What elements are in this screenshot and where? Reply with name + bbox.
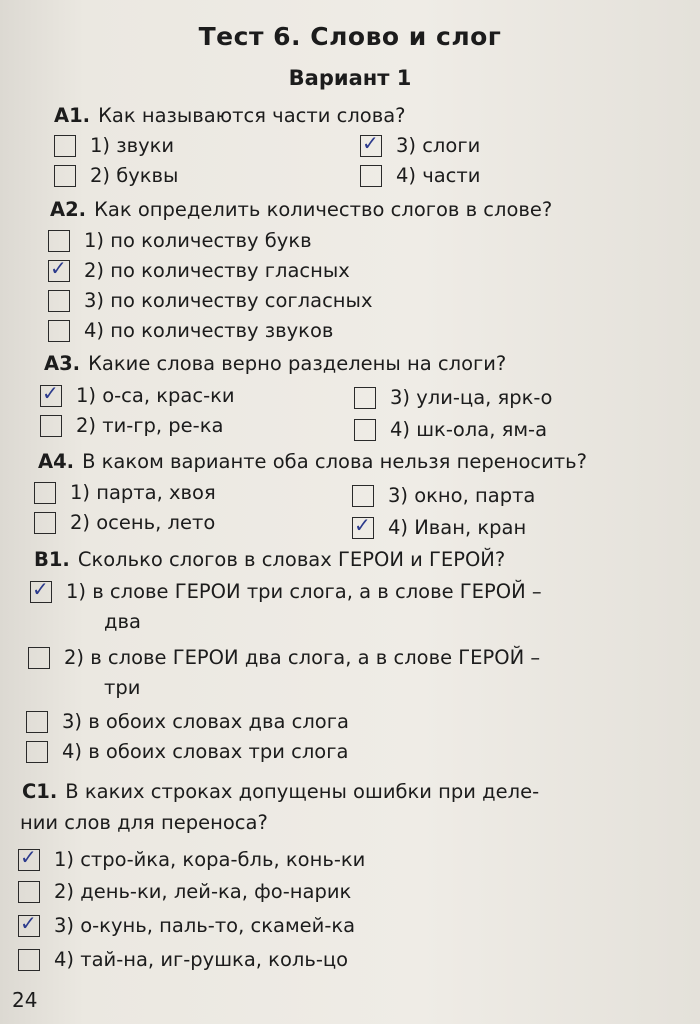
answer-text: 2) день-ки, лей-ка, фо-нарик	[54, 880, 352, 903]
answer-option	[18, 844, 366, 871]
answer-checkbox[interactable]	[40, 415, 62, 437]
answer-option	[40, 380, 235, 407]
answer-text: 2) по количеству гласных	[84, 259, 350, 282]
question-text: Какие слова верно разделены на слоги?	[88, 352, 507, 375]
answer-text: 1) парта, хвоя	[70, 481, 216, 504]
answer-text: 3) ули-ца, ярк-о	[390, 386, 553, 409]
variant-heading: Вариант 1	[288, 66, 412, 90]
answer-option	[48, 289, 372, 312]
answer-text: 4) в обоих словах три слога	[62, 740, 349, 763]
answer-text: 4) тай-на, иг-рушка, коль-цо	[54, 948, 349, 971]
answer-text: 1) о-са, крас-ки	[76, 384, 235, 407]
answer-checkbox-checked[interactable]	[48, 255, 70, 282]
answer-option	[30, 576, 542, 603]
question-number: А1.	[54, 104, 91, 127]
question-number: В1.	[34, 548, 70, 571]
answer-text: 2) осень, лето	[70, 511, 216, 534]
answer-checkbox-checked[interactable]	[18, 844, 40, 871]
answer-option	[26, 710, 349, 733]
answer-option	[48, 229, 312, 252]
answer-text: 3) слоги	[396, 134, 481, 157]
answer-text: 4) части	[396, 164, 481, 187]
answer-option	[352, 512, 527, 539]
answer-text-continuation: три	[104, 676, 141, 699]
answer-checkbox[interactable]	[354, 387, 376, 409]
answer-text: 4) Иван, кран	[388, 516, 527, 539]
answer-option	[354, 386, 552, 409]
answer-text: 4) шк-ола, ям-а	[390, 418, 548, 441]
answer-checkbox[interactable]	[18, 881, 40, 903]
page-number: 24	[12, 988, 38, 1012]
answer-text: 3) по количеству согласных	[84, 289, 373, 312]
answer-checkbox[interactable]	[26, 711, 48, 733]
page-title: Тест 6. Слово и слог	[198, 22, 502, 51]
answer-checkbox-checked[interactable]	[18, 910, 40, 937]
question-a1	[54, 104, 406, 127]
answer-text: 1) в слове ГЕРОИ три слога, а в слове ГЕРОЙ –	[66, 580, 542, 603]
answer-checkbox[interactable]	[48, 290, 70, 312]
question-text-continuation: нии слов для переноса?	[20, 811, 268, 834]
answer-checkbox[interactable]	[352, 485, 374, 507]
answer-option	[48, 255, 350, 282]
check-mark-icon: ✓	[42, 380, 59, 405]
check-mark-icon: ✓	[20, 910, 37, 935]
answer-checkbox[interactable]	[354, 419, 376, 441]
answer-text: 1) звуки	[90, 134, 175, 157]
answer-text: 3) в обоих словах два слога	[62, 710, 349, 733]
check-mark-icon: ✓	[20, 844, 37, 869]
check-mark-icon: ✓	[50, 255, 67, 280]
answer-option	[18, 910, 356, 937]
answer-option	[28, 646, 540, 669]
answer-option	[360, 164, 480, 187]
answer-checkbox[interactable]	[360, 165, 382, 187]
answer-option	[54, 164, 178, 187]
answer-checkbox-checked[interactable]	[352, 512, 374, 539]
answer-checkbox[interactable]	[18, 949, 40, 971]
answer-text: 1) по количеству букв	[84, 229, 312, 252]
question-a3	[44, 352, 506, 375]
answer-text: 1) стро-йка, кора-бль, конь-ки	[54, 848, 366, 871]
answer-option	[18, 880, 351, 903]
question-number: А4.	[38, 450, 75, 473]
answer-checkbox-checked[interactable]	[40, 380, 62, 407]
check-mark-icon: ✓	[362, 130, 379, 155]
answer-option	[40, 414, 223, 437]
answer-checkbox[interactable]	[34, 512, 56, 534]
check-mark-icon: ✓	[32, 576, 49, 601]
answer-option	[48, 319, 333, 342]
answer-checkbox[interactable]	[54, 135, 76, 157]
question-number: А3.	[44, 352, 81, 375]
question-text: В каких строках допущены ошибки при деле-	[65, 780, 540, 803]
question-number: А2.	[50, 198, 87, 221]
answer-checkbox[interactable]	[26, 741, 48, 763]
answer-text: 2) ти-гр, ре-ка	[76, 414, 224, 437]
answer-option	[360, 130, 481, 157]
answer-text: 2) буквы	[90, 164, 179, 187]
answer-text-continuation: два	[104, 610, 141, 633]
question-a4	[38, 450, 587, 473]
question-text: Как определить количество слогов в слове?	[94, 198, 553, 221]
answer-text: 3) о-кунь, паль-то, скамей-ка	[54, 914, 356, 937]
answer-checkbox[interactable]	[28, 647, 50, 669]
question-text: Как называются части слова?	[98, 104, 406, 127]
question-a2	[50, 198, 552, 221]
question-c1	[22, 780, 539, 803]
answer-checkbox-checked[interactable]	[360, 130, 382, 157]
answer-text: 2) в слове ГЕРОИ два слога, а в слове ГЕРОЙ –	[64, 646, 541, 669]
answer-checkbox[interactable]	[54, 165, 76, 187]
answer-option	[34, 481, 216, 504]
answer-text: 4) по количеству звуков	[84, 319, 334, 342]
question-text: Сколько слогов в словах ГЕРОИ и ГЕРОЙ?	[77, 548, 506, 571]
answer-checkbox[interactable]	[48, 320, 70, 342]
question-b1	[34, 548, 505, 571]
question-number: С1.	[22, 780, 58, 803]
answer-option	[352, 484, 535, 507]
answer-text: 3) окно, парта	[388, 484, 536, 507]
answer-option	[54, 134, 174, 157]
answer-checkbox[interactable]	[48, 230, 70, 252]
answer-option	[34, 511, 215, 534]
answer-option	[26, 740, 348, 763]
answer-option	[18, 948, 348, 971]
answer-checkbox-checked[interactable]	[30, 576, 52, 603]
question-text: В каком варианте оба слова нельзя переносить?	[82, 450, 588, 473]
answer-checkbox[interactable]	[34, 482, 56, 504]
check-mark-icon: ✓	[354, 512, 371, 537]
answer-option	[354, 418, 547, 441]
